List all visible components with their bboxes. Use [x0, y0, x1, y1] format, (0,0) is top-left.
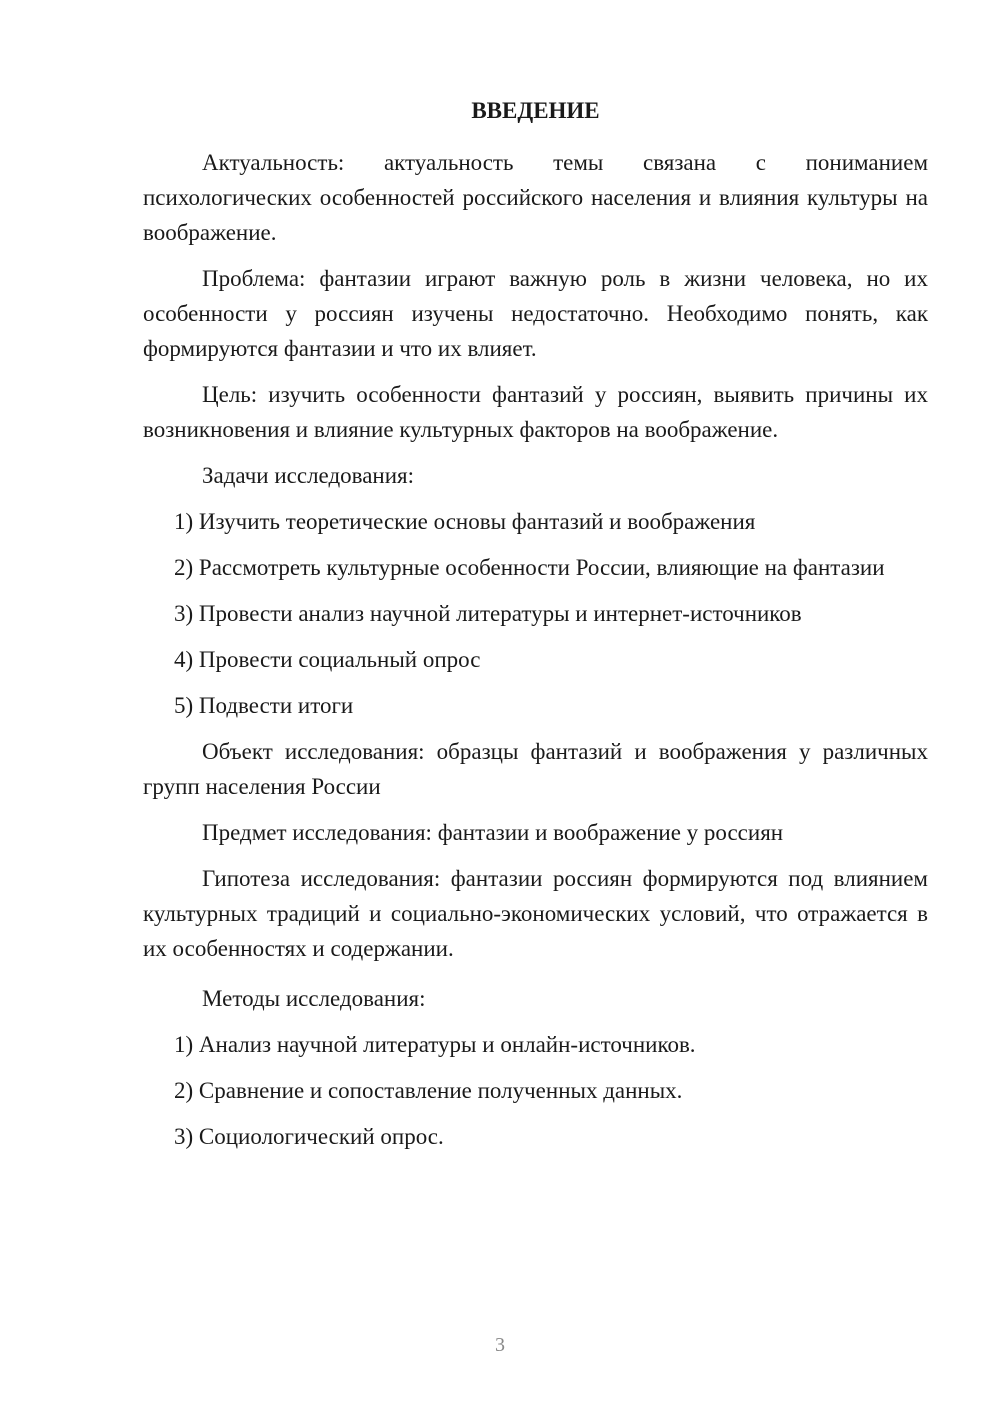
methods-heading: Методы исследования:: [202, 986, 426, 1011]
relevance-paragraph: Актуальность: актуальность темы связана с пониманием психологических особенностей российского населения и влияния культуры на воображение.: [143, 150, 928, 245]
section-title: ВВЕДЕНИЕ: [471, 98, 600, 123]
subject-paragraph: Предмет исследования: фантазии и воображение у россиян: [202, 820, 784, 845]
hypothesis-paragraph: Гипотеза исследования: фантазии россиян формируются под влиянием культурных традиций и социально-экономических условий, что отражается в их особенностях и содержании.: [143, 866, 928, 961]
task-item-5: 5) Подвести итоги: [174, 693, 354, 718]
task-item-3: 3) Провести анализ научной литературы и интернет-источников: [174, 601, 802, 626]
method-item-1: 1) Анализ научной литературы и онлайн-источников.: [174, 1032, 696, 1057]
page-number: 3: [495, 1334, 505, 1356]
method-item-3: 3) Социологический опрос.: [174, 1124, 444, 1149]
document-page: [143, 97, 928, 1165]
problem-paragraph: Проблема: фантазии играют важную роль в жизни человека, но их особенности у россиян изучены недостаточно. Необходимо понять, как формируются фантазии и что их влияет.: [143, 266, 928, 361]
method-item-2: 2) Сравнение и сопоставление полученных данных.: [174, 1078, 683, 1103]
task-item-2: 2) Рассмотреть культурные особенности России, влияющие на фантазии: [174, 555, 885, 580]
task-item-4: 4) Провести социальный опрос: [174, 647, 481, 672]
object-paragraph: Объект исследования: образцы фантазий и воображения у различных групп населения России: [143, 739, 928, 799]
tasks-heading: Задачи исследования:: [202, 463, 415, 488]
task-item-1: 1) Изучить теоретические основы фантазий и воображения: [174, 509, 756, 534]
goal-paragraph: Цель: изучить особенности фантазий у россиян, выявить причины их возникновения и влияние культурных факторов на воображение.: [143, 382, 928, 442]
